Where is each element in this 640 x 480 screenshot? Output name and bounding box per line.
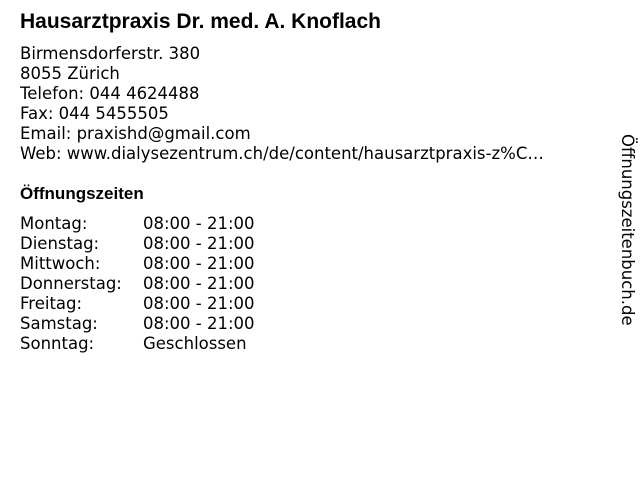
- brand-watermark: Öffnungszeitenbuch.de: [618, 134, 637, 326]
- fax-number: Fax: 044 5455505: [20, 104, 169, 123]
- time-value: 08:00 - 21:00: [143, 234, 255, 253]
- contact-block: [20, 44, 544, 164]
- time-value: 08:00 - 21:00: [143, 214, 255, 233]
- time-value: 08:00 - 21:00: [143, 254, 255, 273]
- street-address: Birmensdorferstr. 380: [20, 44, 201, 63]
- email-address: Email: praxishd@gmail.com: [20, 124, 251, 143]
- day-label: Samstag:: [20, 314, 98, 333]
- time-value: 08:00 - 21:00: [143, 274, 255, 293]
- time-value: Geschlossen: [143, 334, 247, 353]
- opening-hours-heading: Öffnungszeiten: [20, 184, 144, 203]
- day-label: Dienstag:: [20, 234, 100, 253]
- day-label: Sonntag:: [20, 334, 95, 353]
- time-value: 08:00 - 21:00: [143, 294, 255, 313]
- day-label: Montag:: [20, 214, 88, 233]
- time-value: 08:00 - 21:00: [143, 314, 255, 333]
- phone-number: Telefon: 044 4624488: [20, 84, 200, 103]
- day-label: Mittwoch:: [20, 254, 101, 273]
- postal-city: 8055 Zürich: [20, 64, 120, 83]
- day-label: Freitag:: [20, 294, 83, 313]
- practice-name: Hausarztpraxis Dr. med. A. Knoflach: [20, 10, 381, 33]
- website-url: Web: www.dialysezentrum.ch/de/content/hausarztpraxis-z%C…: [20, 144, 544, 163]
- day-label: Donnerstag:: [20, 274, 122, 293]
